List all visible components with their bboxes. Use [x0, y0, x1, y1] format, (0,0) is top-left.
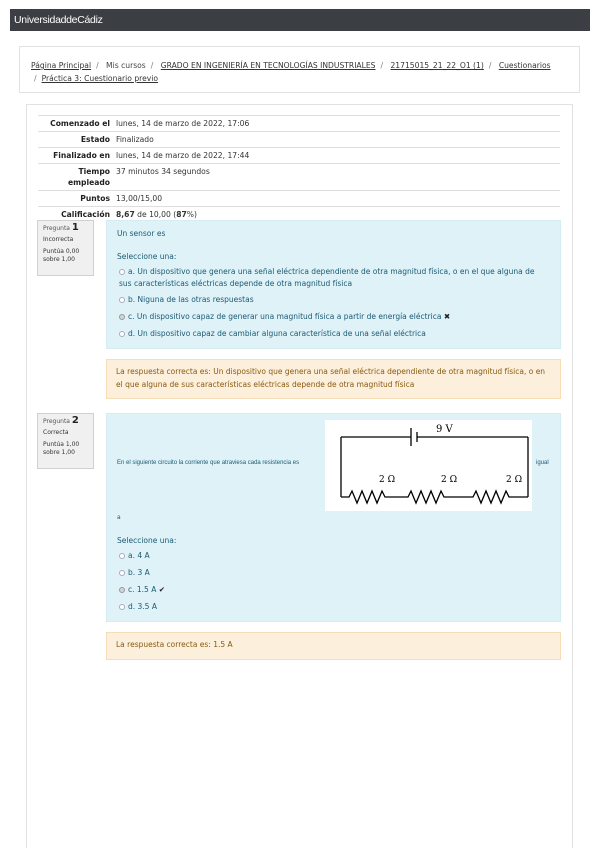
summary-label: Comenzado el [50, 119, 110, 128]
select-one-label: Seleccione una: [117, 252, 177, 261]
answer-option-a[interactable]: a. Un dispositivo que genera una señal eléctrica dependiente de otra magnitud física, o en el que alguna de sus características eléctricas depende de otra magnitud física [119, 267, 535, 288]
question-prefix: Pregunta [43, 225, 70, 232]
question-text-end: a [117, 514, 121, 521]
grade-value: 8,67 de 10,00 (87%) [116, 210, 197, 219]
answer-option-c[interactable]: c. 1.5 A ✔ [119, 584, 165, 596]
question-info-2 [37, 413, 94, 469]
summary-value: lunes, 14 de marzo de 2022, 17:06 [116, 119, 250, 128]
select-one-label: Seleccione una: [117, 536, 177, 545]
summary-label: Calificación [61, 210, 110, 219]
summary-row [38, 148, 560, 164]
summary-value: lunes, 14 de marzo de 2022, 17:44 [116, 151, 250, 160]
summary-row [38, 164, 560, 191]
question-score: Puntúa 0,00 sobre 1,00 [43, 248, 80, 263]
breadcrumb-home[interactable]: Página Principal [31, 61, 92, 70]
attempt-summary [38, 115, 560, 222]
circuit-diagram [325, 420, 532, 511]
radio-button[interactable] [119, 604, 125, 610]
radio-button[interactable] [119, 570, 125, 576]
resistor-label: 2 Ω [441, 475, 458, 485]
breadcrumb-quizzes[interactable]: Cuestionarios [498, 61, 551, 70]
radio-button[interactable] [119, 297, 125, 303]
summary-label: Tiempo empleado [67, 167, 110, 187]
breadcrumb-degree[interactable]: GRADO EN INGENIERÍA EN TECNOLOGÍAS INDUSTRIALES [160, 61, 376, 70]
radio-button[interactable] [119, 553, 125, 559]
resistor-label: 2 Ω [506, 475, 523, 485]
summary-value: 13,00/15,00 [116, 194, 163, 203]
question-number: 2 [71, 415, 79, 426]
radio-button-selected[interactable] [119, 587, 125, 593]
voltage-label: 9 V [436, 424, 453, 435]
university-logo[interactable]: UniversidaddeCádiz [14, 14, 103, 26]
summary-row [38, 191, 560, 207]
question-content-2 [106, 413, 561, 622]
question-text-cont: igual [536, 460, 549, 466]
breadcrumb-panel [19, 46, 580, 93]
top-navbar [10, 9, 590, 31]
summary-row [38, 116, 560, 132]
correct-answer-feedback-1: La respuesta correcta es: Un dispositivo que genera una señal eléctrica dependiente de otra magnitud física, o en el que alguna de sus características eléctricas depende de otra magnitud física [106, 359, 561, 399]
question-number: 1 [71, 222, 79, 233]
answer-option-c[interactable]: c. Un dispositivo capaz de generar una magnitud física a partir de energía eléctrica ✖ [119, 311, 450, 323]
summary-label: Finalizado en [53, 151, 110, 160]
incorrect-icon: ✖ [443, 312, 451, 321]
answer-option-b[interactable]: b. Niguna de las otras respuestas [119, 294, 254, 306]
breadcrumb-my-courses: Mis cursos [106, 61, 146, 70]
summary-row [38, 132, 560, 148]
answer-option-a[interactable]: a. 4 A [119, 550, 150, 562]
radio-button[interactable] [119, 269, 125, 275]
answer-option-d[interactable]: d. Un dispositivo capaz de cambiar alguna característica de una señal eléctrica [119, 328, 426, 340]
question-prefix: Pregunta [43, 418, 70, 425]
summary-label: Estado [80, 135, 110, 144]
summary-value: 37 minutos 34 segundos [116, 167, 210, 176]
summary-label: Puntos [80, 194, 110, 203]
question-text: Un sensor es [117, 229, 166, 238]
correct-answer-feedback-2: La respuesta correcta es: 1.5 A [106, 632, 561, 660]
question-state: Incorrecta [43, 236, 74, 243]
radio-button-selected[interactable] [119, 314, 125, 320]
summary-value: Finalizado [116, 135, 154, 144]
breadcrumb-quiz[interactable]: Práctica 3: Cuestionario previo [41, 74, 159, 83]
question-state: Correcta [43, 429, 69, 436]
radio-button[interactable] [119, 331, 125, 337]
resistor-label: 2 Ω [379, 475, 396, 485]
breadcrumb-course[interactable]: 21715015_21_22_O1 (1) [390, 61, 484, 70]
question-score: Puntúa 1,00 sobre 1,00 [43, 441, 80, 456]
correct-icon: ✔ [158, 585, 166, 594]
breadcrumb: Página Principal / Mis cursos / GRADO EN INGENIERÍA EN TECNOLOGÍAS INDUSTRIALES / 21715015_21_22_O1 (1) / Cuestionarios / Práctica 3: Cuestionario previo [31, 61, 551, 83]
answer-option-b[interactable]: b. 3 A [119, 567, 150, 579]
question-info-1 [37, 220, 94, 276]
answer-option-d[interactable]: d. 3.5 A [119, 601, 157, 613]
question-content-1 [106, 220, 561, 349]
question-text: En el siguiente circuito la corriente que atraviesa cada resistencia es [117, 460, 300, 466]
